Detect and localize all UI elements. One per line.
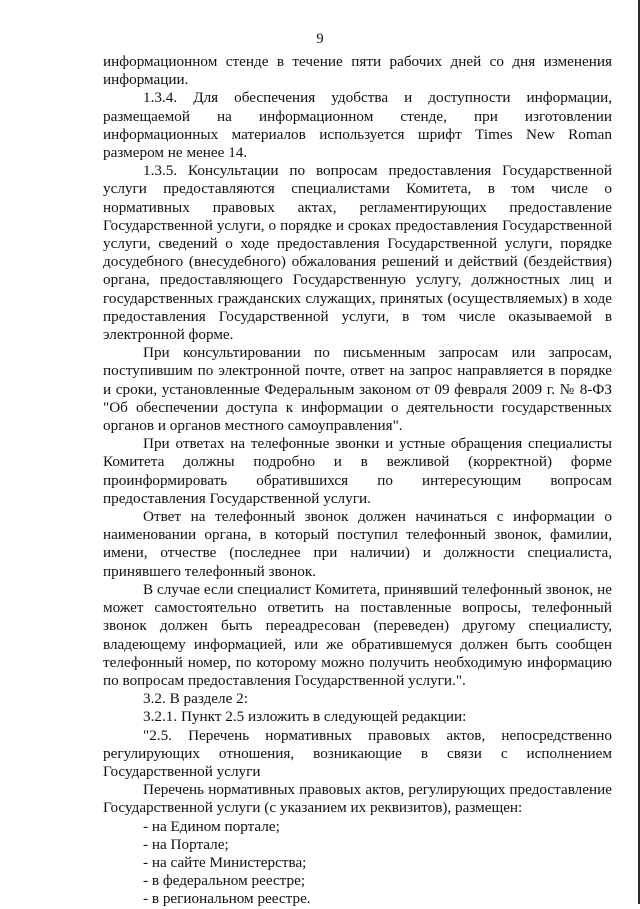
list-item: - на Едином портале; <box>143 817 280 835</box>
list-item: - на Портале; <box>143 835 229 853</box>
list-item: - в федеральном реестре; <box>143 872 306 890</box>
paragraph: 1.3.4. Для обеспечения удобства и доступности информации, размещаемой на информационном стенде, при изготовлении информационных материалов используется шрифт Times New Roman размером не менее 14. <box>103 89 612 162</box>
paragraph: 3.2.1. Пункт 2.5 изложить в следующей редакции: <box>143 708 467 726</box>
paragraph: При ответах на телефонные звонки и устные обращения специалисты Комитета должны подробно и в вежливой (корректной) форме проинформировать обратившихся по интересующим вопросам предоставления Государственной услуги. <box>103 435 612 507</box>
page-number: 9 <box>316 31 324 47</box>
paragraph: Перечень нормативных правовых актов, регулирующих предоставление Государственной услуги (с указанием их реквизитов), размещен: <box>103 781 612 817</box>
paragraph: 1.3.5. Консультации по вопросам предоставления Государственной услуги предоставляются специалистами Комитета, в том числе о нормативных правовых актах, регламентирующих предоставление Государственной услуги, о порядке и сроках предоставления Государственной услуги, сведений о ходе предоставления Государственной услуги, порядке досудебного (внесудебного) обжалования решений и действий (бездействия) органа, предоставляющего Государственную услугу, должностных лиц и государственных гражданских служащих, принятых (осуществляемых) в ходе предоставления Государственной услуги, в том числе оказываемой в электронной форме. <box>103 162 612 344</box>
paragraph: 3.2. В разделе 2: <box>143 690 248 708</box>
list-item: - в региональном реестре. <box>143 890 311 908</box>
paragraph: При консультировании по письменным запросам или запросам, поступившим по электронной почте, ответ на запрос направляется в порядке и сроки, установленные Федеральным законом от 09 февраля 2009 г. № 8-ФЗ "Об обеспечении доступа к информации о деятельности государственных органов и органов местного самоуправления". <box>103 344 612 435</box>
list-item: - на сайте Министерства; <box>143 853 307 871</box>
paragraph: "2.5. Перечень нормативных правовых актов, непосредственно регулирующих отношения, возникающие в связи с исполнением Государственной услуги <box>103 726 612 780</box>
paragraph: информационном стенде в течение пяти рабочих дней со дня изменения информации. <box>103 53 612 89</box>
document-body <box>103 53 612 909</box>
paragraph: Ответ на телефонный звонок должен начинаться с информации о наименовании органа, в который поступил телефонный звонок, фамилии, имени, отчестве (последнее при наличии) и должности специалиста, принявшего телефонный звонок. <box>103 508 612 580</box>
list <box>103 818 612 909</box>
paragraph: В случае если специалист Комитета, принявший телефонный звонок, не может самостоятельно ответить на поставленные вопросы, телефонный звонок должен быть переадресован (переведен) другому специалисту, владеющему информацией, или же обратившемуся должен быть сообщен телефонный номер, по которому можно получить необходимую информацию по вопросам предоставления Государственной услуги.". <box>103 580 612 689</box>
